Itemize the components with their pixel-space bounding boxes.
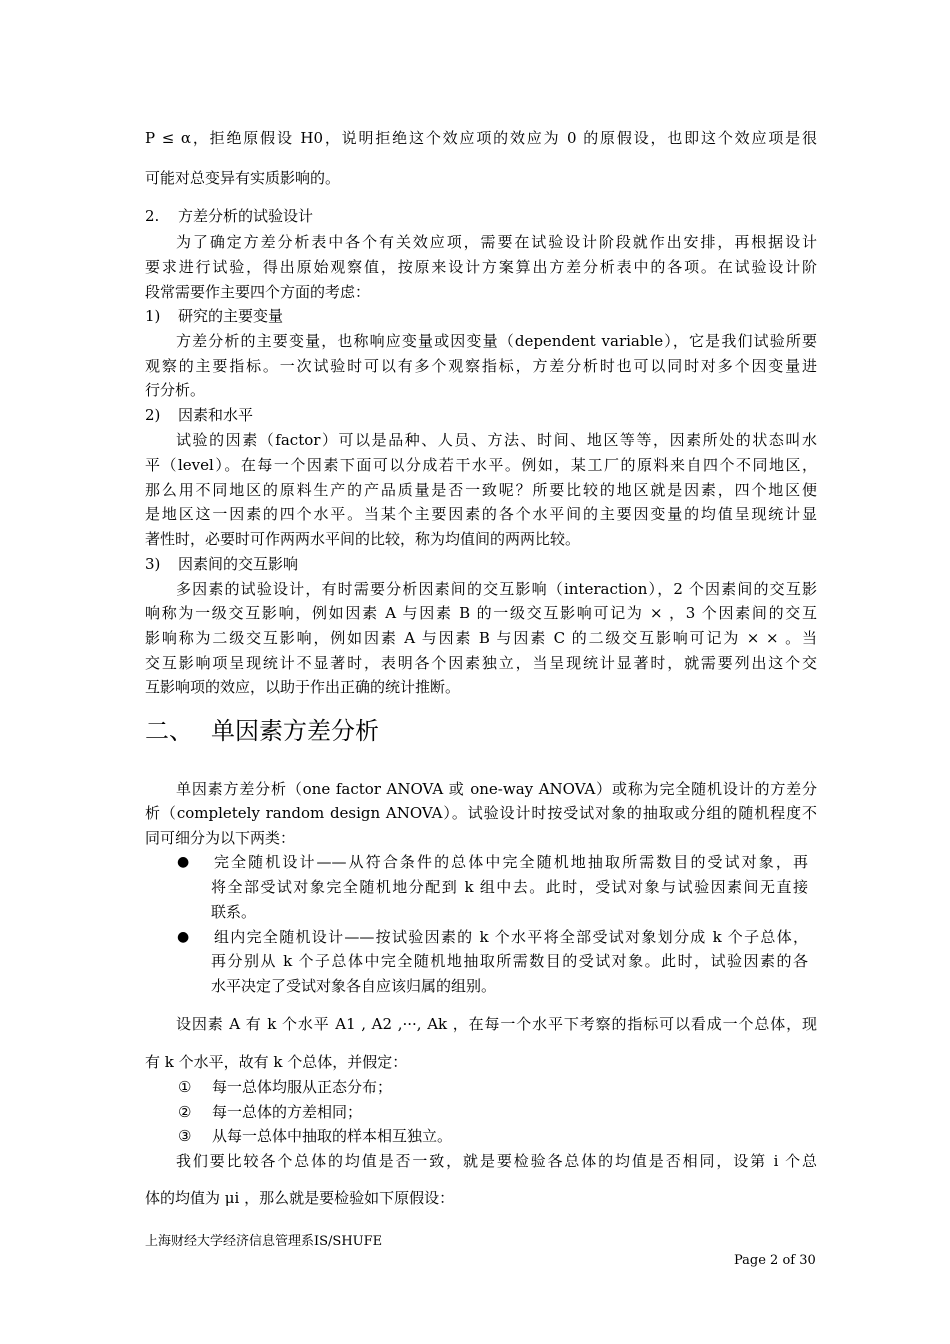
paragraph-line: 影响称为二级交互影响，例如因素 A 与因素 B 与因素 C 的二级交互影响可记为 × × 。当 bbox=[145, 629, 817, 647]
paragraph-line: 观察的主要指标。一次试验时可以有多个观察指标，方差分析时也可以同时对多个因变量进 bbox=[145, 357, 817, 375]
section-title-text: 单因素方差分析 bbox=[211, 717, 379, 745]
list-number: 1) bbox=[145, 307, 161, 325]
list-heading: 因素和水平 bbox=[178, 406, 254, 424]
bullet-icon: ● bbox=[177, 854, 190, 870]
paragraph-line: P ≤ α，拒绝原假设 H0，说明拒绝这个效应项的效应为 0 的原假设，也即这个效应项是很 bbox=[145, 129, 817, 147]
paragraph-line: 同可细分为以下两类： bbox=[145, 829, 296, 847]
footer-institution: 上海财经大学经济信息管理系IS/SHUFE bbox=[145, 1234, 383, 1249]
condition-text: 每一总体均服从正态分布； bbox=[212, 1078, 393, 1096]
paragraph-line: 段常需要作主要四个方面的考虑： bbox=[145, 283, 371, 301]
condition-number: ② bbox=[178, 1103, 192, 1121]
paragraph-line: 单因素方差分析（one factor ANOVA 或 one-way ANOVA）或称为完全随机设计的方差分 bbox=[176, 780, 817, 798]
list-heading: 因素间的交互影响 bbox=[178, 555, 299, 573]
bullet-item-line: 水平决定了受试对象各自应该归属的组别。 bbox=[211, 977, 497, 995]
paragraph-line: 是地区这一因素的四个水平。当某个主要因素的各个水平间的主要因变量的均值呈现统计显 bbox=[145, 505, 817, 523]
paragraph-line: 析（completely random design ANOVA）。试验设计时按受试对象的抽取或分组的随机程度不 bbox=[145, 804, 817, 822]
paragraph-line: 行分析。 bbox=[145, 381, 206, 399]
section-heading: 方差分析的试验设计 bbox=[178, 207, 314, 225]
section-title bbox=[145, 716, 379, 746]
paragraph-line: 可能对总变异有实质影响的。 bbox=[145, 169, 341, 187]
paragraph-line: 响称为一级交互影响，例如因素 A 与因素 B 的一级交互影响可记为 × ，3 个因素间的交互 bbox=[145, 604, 817, 622]
paragraph-line: 多因素的试验设计，有时需要分析因素间的交互影响（interaction），2 个因素间的交互影 bbox=[176, 580, 817, 598]
bullet-item-line: 组内完全随机设计——按试验因素的 k 个水平将全部受试对象划分成 k 个子总体， bbox=[214, 928, 808, 946]
paragraph-line: 有 k 个水平，故有 k 个总体，并假定： bbox=[145, 1053, 408, 1071]
paragraph-line: 体的均值为 μi ，那么就是要检验如下原假设： bbox=[145, 1189, 455, 1207]
list-number: 2) bbox=[145, 406, 161, 424]
page-number: Page 2 of 30 bbox=[734, 1253, 816, 1268]
paragraph-line: 著性时，必要时可作两两水平间的比较，称为均值间的两两比较。 bbox=[145, 530, 581, 548]
paragraph-line: 试验的因素（factor）可以是品种、人员、方法、时间、地区等等，因素所处的状态叫水 bbox=[176, 431, 817, 449]
paragraph-line: 方差分析的主要变量，也称响应变量或因变量（dependent variable），它是我们试验所要 bbox=[176, 332, 817, 350]
paragraph-line: 那么用不同地区的原料生产的产品质量是否一致呢？所要比较的地区就是因素，四个地区便 bbox=[145, 481, 817, 499]
condition-text: 每一总体的方差相同； bbox=[212, 1103, 363, 1121]
section-title-number: 二、 bbox=[145, 717, 193, 745]
bullet-item-line: 完全随机设计——从符合条件的总体中完全随机地抽取所需数目的受试对象，再 bbox=[214, 853, 808, 871]
paragraph-line: 我们要比较各个总体的均值是否一致，就是要检验各总体的均值是否相同，设第 i 个总 bbox=[176, 1152, 817, 1170]
list-heading: 研究的主要变量 bbox=[178, 307, 284, 325]
bullet-item-line: 将全部受试对象完全随机地分配到 k 组中去。此时，受试对象与试验因素间无直接 bbox=[211, 878, 808, 896]
paragraph-line: 交互影响项呈现统计不显著时，表明各个因素独立，当呈现统计显著时，就需要列出这个交 bbox=[145, 654, 817, 672]
paragraph-line: 互影响项的效应，以助于作出正确的统计推断。 bbox=[145, 678, 461, 696]
bullet-icon: ● bbox=[177, 929, 190, 945]
condition-number: ③ bbox=[178, 1127, 192, 1145]
bullet-item-line: 联系。 bbox=[211, 903, 257, 921]
paragraph-line: 设因素 A 有 k 个水平 A1 , A2 ,···, Ak ，在每一个水平下考察的指标可以看成一个总体，现 bbox=[176, 1015, 817, 1033]
paragraph-line: 平（level）。在每一个因素下面可以分成若干水平。例如，某工厂的原料来自四个不同地区， bbox=[145, 456, 817, 474]
paragraph-line: 要求进行试验，得出原始观察值，按原来设计方案算出方差分析表中的各项。在试验设计阶 bbox=[145, 258, 817, 276]
list-number: 3) bbox=[145, 555, 161, 573]
paragraph-line: 为了确定方差分析表中各个有关效应项，需要在试验设计阶段就作出安排，再根据设计 bbox=[176, 233, 817, 251]
section-number: 2. bbox=[145, 207, 160, 225]
bullet-item-line: 再分别从 k 个子总体中完全随机地抽取所需数目的受试对象。此时，试验因素的各 bbox=[211, 952, 808, 970]
condition-number: ① bbox=[178, 1078, 192, 1096]
condition-text: 从每一总体中抽取的样本相互独立。 bbox=[212, 1127, 453, 1145]
